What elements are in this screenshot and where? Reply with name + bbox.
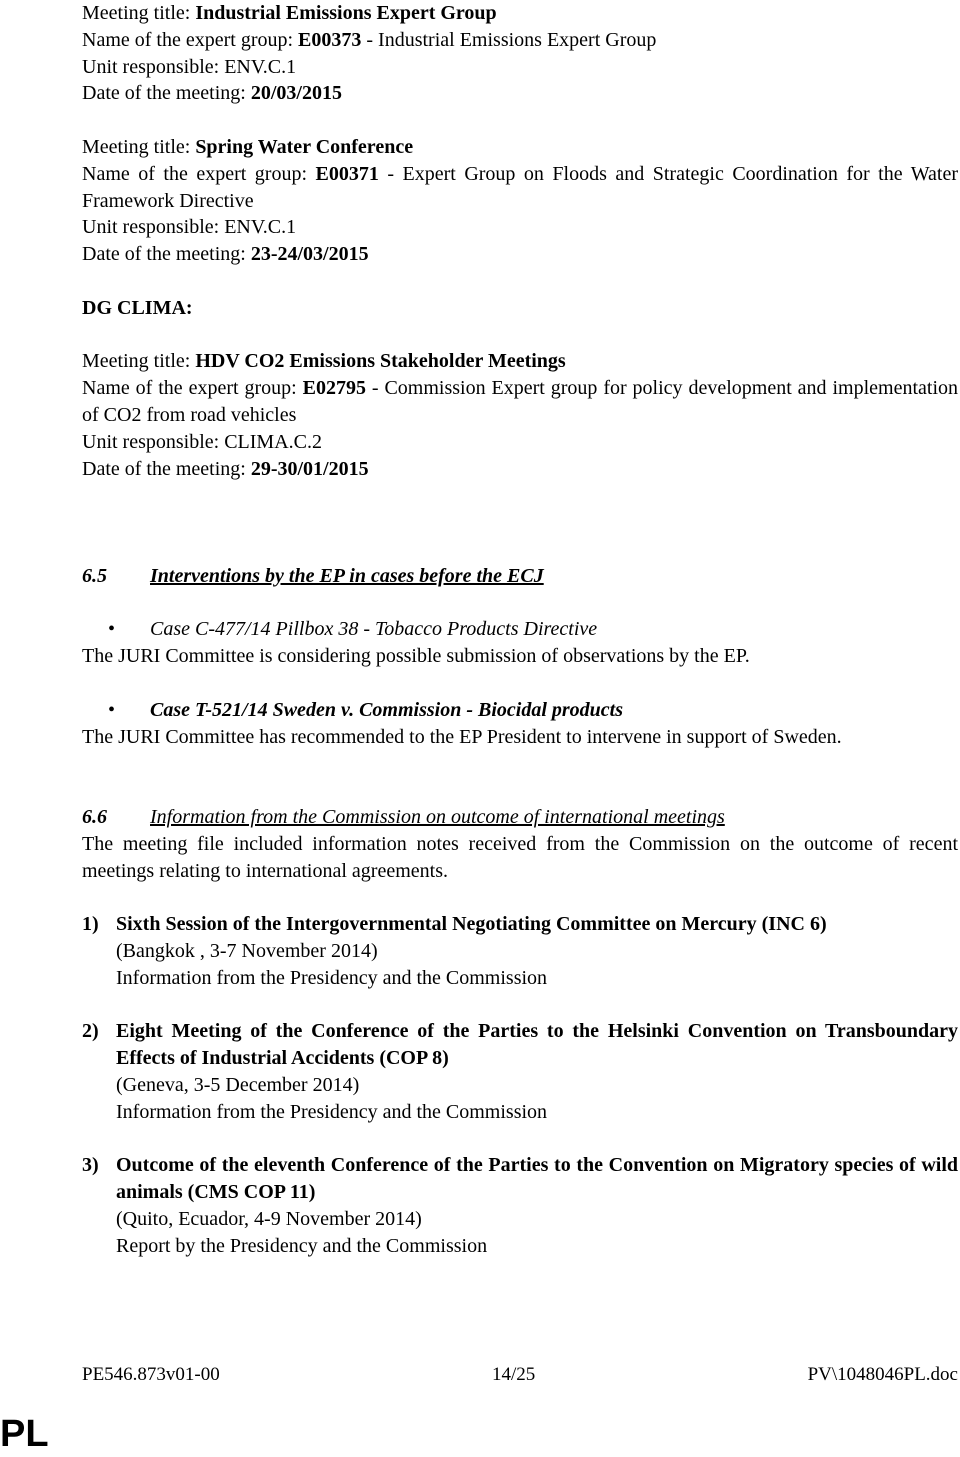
- expert-group-line: Name of the expert group: E00373 - Industrial Emissions Expert Group: [82, 28, 657, 51]
- case-title: Case C-477/14 Pillbox 38 - Tobacco Products Directive: [150, 618, 598, 641]
- list-item: 2) Eight Meeting of the Conference of the Parties to the Helsinki Convention on Transboundary Effects of Industrial Accidents (COP 8) (Geneva, 3-5 December 2014) Information from the Presidency and the Commission: [82, 1018, 958, 1125]
- date-line: Date of the meeting: 23-24/03/2015: [82, 243, 369, 266]
- meeting-title-line: Meeting title: Industrial Emissions Expert Group: [82, 2, 497, 24]
- section-heading: 6.5 Interventions by the EP in cases before the ECJ: [82, 564, 544, 587]
- case-item: [82, 697, 958, 724]
- document-page: [82, 0, 958, 1259]
- section-6-6: [82, 804, 958, 1260]
- dg-heading: DG CLIMA:: [82, 296, 193, 319]
- item-info: Information from the Presidency and the Commission: [116, 1100, 548, 1123]
- item-title: Outcome of the eleventh Conference of the Parties to the Convention on Migratory species of wild animals (CMS COP 11): [116, 1154, 958, 1204]
- page-footer: [82, 1362, 958, 1389]
- meeting-entry: [82, 0, 958, 107]
- item-place: (Bangkok , 3-7 November 2014): [116, 939, 378, 962]
- date-line: Date of the meeting: 20/03/2015: [82, 82, 342, 105]
- expert-group-line: Name of the expert group: E00371 - Expert Group on Floods and Strategic Coordination for the Water Framework Directive: [82, 162, 958, 212]
- date-line: Date of the meeting: 29-30/01/2015: [82, 457, 369, 480]
- page-number: 14/25: [492, 1364, 536, 1385]
- list-item: 1) Sixth Session of the Intergovernmental Negotiating Committee on Mercury (INC 6) (Bangkok , 3-7 November 2014) Information from the Presidency and the Commission: [82, 911, 958, 991]
- case-text: The JURI Committee is considering possible submission of observations by the EP.: [82, 645, 750, 668]
- section-intro: The meeting file included information notes received from the Commission on the outcome of recent meetings relating to international agreements.: [82, 832, 958, 882]
- dg-clima-section: [82, 295, 958, 483]
- item-info: Information from the Presidency and the Commission: [116, 966, 548, 989]
- case-item: [82, 616, 958, 643]
- doc-reference: PE546.873v01-00: [82, 1364, 220, 1385]
- list-item: 3) Outcome of the eleventh Conference of the Parties to the Convention on Migratory species of wild animals (CMS COP 11) (Quito, Ecuador, 4-9 November 2014) Report by the Presidency and the Commission: [82, 1152, 958, 1259]
- meeting-entry: [82, 134, 958, 268]
- case-text: The JURI Committee has recommended to the EP President to intervene in support of Sweden.: [82, 725, 842, 748]
- language-mark: PL: [0, 1413, 49, 1455]
- section-heading: 6.6 Information from the Commission on outcome of international meetings: [82, 805, 725, 828]
- case-title: Case T-521/14 Sweden v. Commission - Biocidal products: [150, 698, 623, 721]
- item-place: (Quito, Ecuador, 4-9 November 2014): [116, 1207, 422, 1230]
- bullet-icon: •: [108, 698, 116, 721]
- unit-line: Unit responsible: ENV.C.1: [82, 216, 297, 239]
- unit-line: Unit responsible: ENV.C.1: [82, 55, 297, 78]
- item-title: Eight Meeting of the Conference of the Parties to the Helsinki Convention on Transboundary Effects of Industrial Accidents (COP 8): [116, 1020, 958, 1070]
- item-title: Sixth Session of the Intergovernmental Negotiating Committee on Mercury (INC 6): [116, 913, 827, 936]
- file-name: PV\1048046PL.doc: [807, 1364, 958, 1385]
- meeting-title-line: Meeting title: Spring Water Conference: [82, 135, 414, 158]
- expert-group-line: Name of the expert group: E02795 - Commission Expert group for policy development and implementation of CO2 from road vehicles: [82, 377, 958, 426]
- bullet-icon: •: [108, 618, 116, 641]
- item-info: Report by the Presidency and the Commission: [116, 1234, 488, 1257]
- item-place: (Geneva, 3-5 December 2014): [116, 1073, 360, 1096]
- unit-line: Unit responsible: CLIMA.C.2: [82, 430, 323, 453]
- section-6-5: [82, 563, 958, 751]
- meeting-title-line: Meeting title: HDV CO2 Emissions Stakeholder Meetings: [82, 350, 566, 373]
